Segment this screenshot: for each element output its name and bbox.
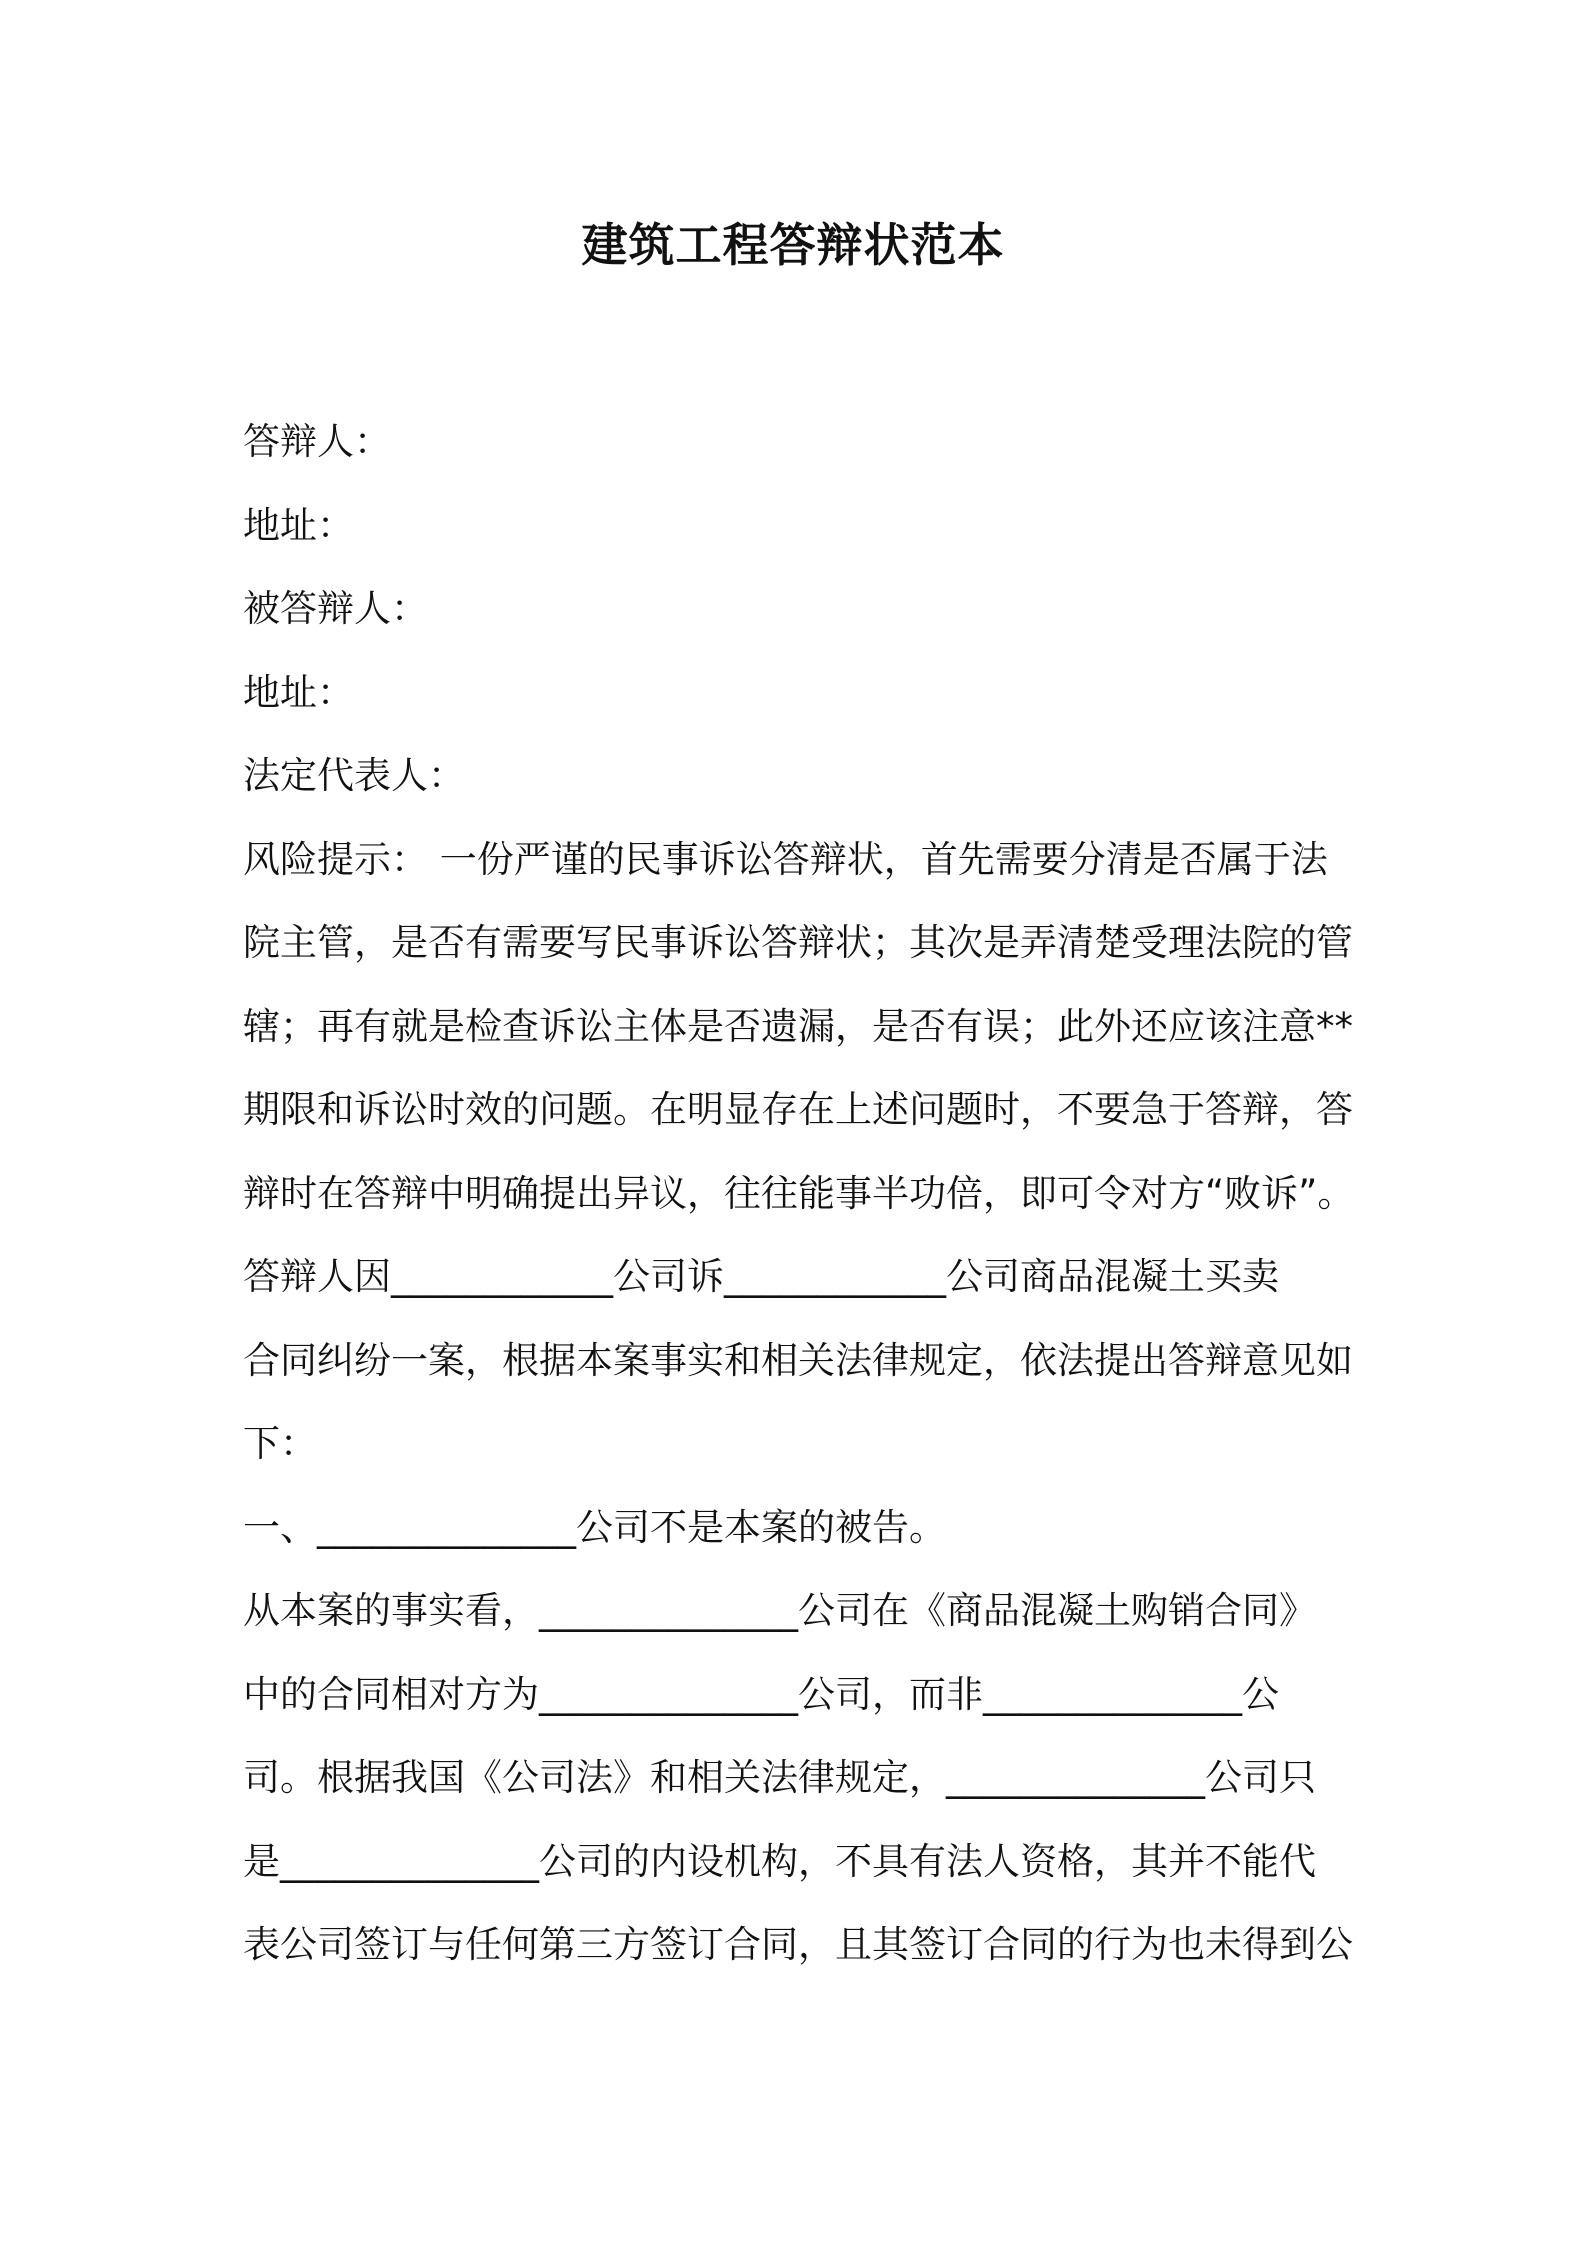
case-intro-line-1: 答辩人因____________公司诉____________公司商品混凝土买卖 <box>243 1255 1279 1298</box>
argument-body-line-4: 是______________公司的内设机构，不具有法人资格，其并不能代 <box>243 1839 1316 1883</box>
argument-body-line-3: 司。根据我国《公司法》和相关法律规定，______________公司只 <box>243 1756 1316 1799</box>
claimant-line: 被答辩人： <box>243 587 428 630</box>
respondent-address-line: 地址： <box>243 503 354 547</box>
argument-body-line-1: 从本案的事实看，______________公司在《商品混凝土购销合同》 <box>243 1589 1316 1632</box>
document-title: 建筑工程答辩状范本 <box>581 218 1005 272</box>
risk-notice-line-3: 辖；再有就是检查诉讼主体是否遗漏，是否有误；此外还应该注意** <box>243 1004 1353 1048</box>
risk-notice-line-2: 院主管，是否有需要写民事诉讼答辩状；其次是弄清楚受理法院的管 <box>243 921 1353 964</box>
legal-representative-line: 法定代表人： <box>243 754 465 797</box>
risk-notice-line-5: 辩时在答辩中明确提出异议，往往能事半功倍，即可令对方“败诉”。 <box>243 1171 1355 1215</box>
argument-heading-1: 一、______________公司不是本案的被告。 <box>243 1505 946 1549</box>
risk-notice-line-4: 期限和诉讼时效的问题。在明显存在上述问题时，不要急于答辩，答 <box>243 1088 1353 1131</box>
risk-notice-line-1: 风险提示： 一份严谨的民事诉讼答辩状，首先需要分清是否属于法 <box>243 837 1328 881</box>
document-body <box>243 400 1363 1987</box>
claimant-address-line: 地址： <box>243 670 354 714</box>
respondent-line: 答辩人： <box>243 420 391 463</box>
case-intro-line-2: 合同纠纷一案，根据本案事实和相关法律规定，依法提出答辩意见如 <box>243 1338 1353 1382</box>
argument-body-line-2: 中的合同相对方为______________公司，而非______________公 <box>243 1672 1279 1716</box>
case-intro-line-3: 下： <box>243 1422 317 1465</box>
argument-body-line-5: 表公司签订与任何第三方签订合同，且其签订合同的行为也未得到公 <box>243 1923 1353 1966</box>
